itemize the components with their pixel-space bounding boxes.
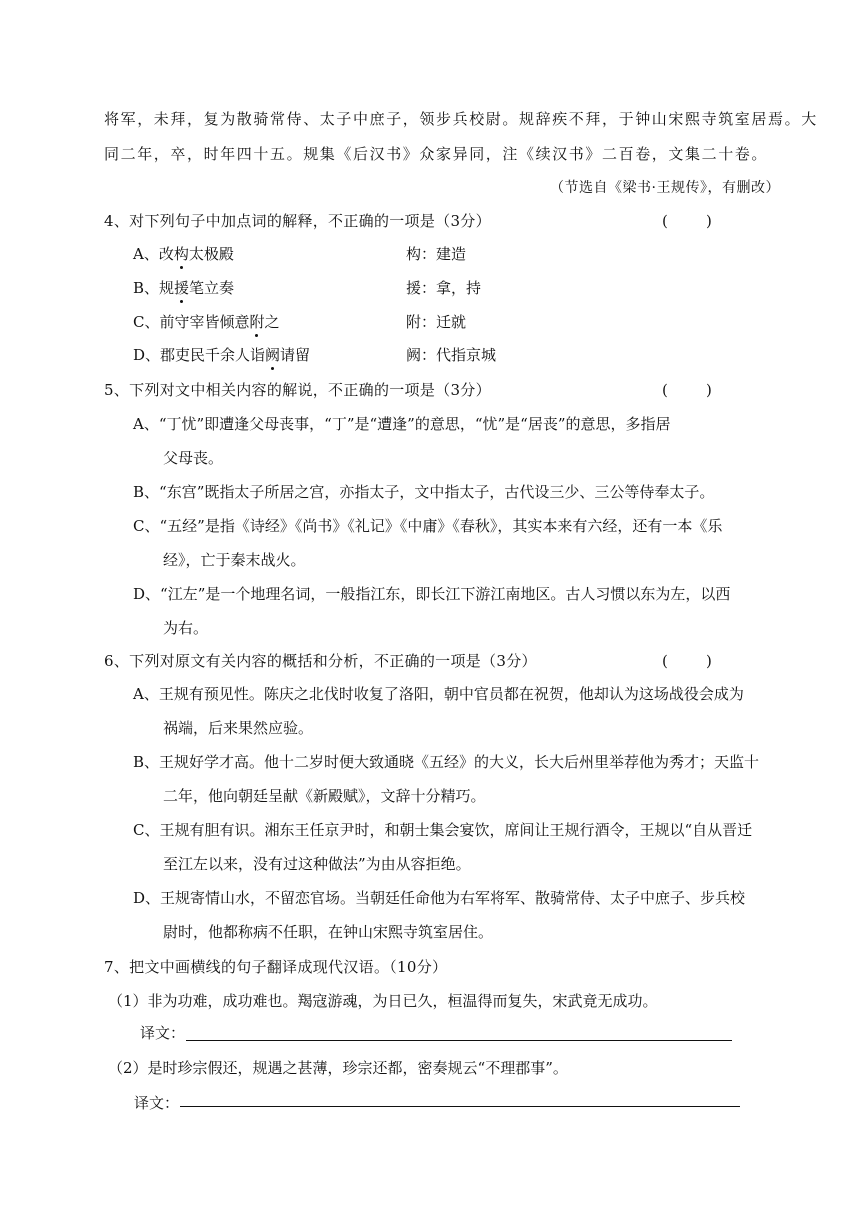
translation-blank-1[interactable] bbox=[186, 1040, 732, 1041]
q5-option-b: B、“东宫”既指太子所居之宫，亦指太子，文中指太子，古代设三少、三公等侍奉太子。 bbox=[133, 483, 715, 501]
option-text: C、前守宰皆倾意 bbox=[133, 313, 250, 331]
q5-option-d-cont: 为右。 bbox=[163, 619, 209, 637]
passage-source: （节选自《梁书·王规传》，有删改） bbox=[550, 180, 780, 196]
q6-option-d: D、王规寄情山水，不留恋官场。当朝廷任命他为右军将军、散骑常侍、太子中庶子、步兵校 bbox=[133, 889, 746, 907]
q5-option-c-cont: 经》，亡于秦末战火。 bbox=[163, 551, 306, 569]
q5-option-a: A、“丁忧”即遭逢父母丧事，“丁”是“遭逢”的意思，“忧”是“居丧”的意思，多指居 bbox=[133, 415, 671, 433]
q5-option-c: C、“五经”是指《诗经》《尚书》《礼记》《中庸》《春秋》，其实本来有六经，还有一本《乐 bbox=[133, 517, 723, 535]
q5-option-d: D、“江左”是一个地理名词，一般指江东，即长江下游江南地区。古人习惯以东为左，以西 bbox=[133, 585, 731, 603]
option-text: B、规 bbox=[133, 279, 175, 297]
question-5-stem: 5、下列对文中相关内容的解说，不正确的一项是（3分） bbox=[104, 381, 491, 399]
answer-bracket: ( ) bbox=[662, 212, 712, 230]
question-6-stem: 6、下列对原文有关内容的概括和分析，不正确的一项是（3分） bbox=[104, 652, 537, 670]
dotted-word: 阙 bbox=[265, 346, 281, 364]
question-7-stem: 7、把文中画横线的句子翻译成现代汉语。（10分） bbox=[104, 958, 448, 976]
q6-option-a-cont: 祸端，后来果然应验。 bbox=[163, 719, 314, 737]
q4-option-c bbox=[133, 312, 280, 332]
passage-line: 将军，未拜，复为散骑常侍、太子中庶子，领步兵校尉。规辞疾不拜，于钟山宋熙寺筑室居焉。大 bbox=[104, 110, 818, 128]
translation-blank-2[interactable] bbox=[180, 1106, 740, 1107]
option-text: 之 bbox=[264, 313, 280, 331]
q7-sentence-2: （2）是时珍宗假还，规遇之甚薄，珍宗还都，密奏规云“不理郡事”。 bbox=[108, 1059, 568, 1077]
q4-option-b-gloss: 援：拿，持 bbox=[406, 279, 482, 297]
q4-option-d-gloss: 阙：代指京城 bbox=[406, 346, 497, 364]
answer-bracket: ( ) bbox=[662, 652, 712, 670]
q6-option-b: B、王规好学才高。他十二岁时便大致通晓《五经》的大义，长大后州里举荐他为秀才；天监十 bbox=[133, 753, 760, 771]
q4-option-b bbox=[133, 278, 234, 298]
q4-option-d bbox=[133, 345, 310, 365]
q4-option-a bbox=[133, 244, 234, 264]
option-text: 太极殿 bbox=[188, 245, 234, 263]
q7-sentence-1: （1）非为功难，成功难也。羯寇游魂，为日已久，桓温得而复失，宋武竟无成功。 bbox=[108, 992, 658, 1010]
translation-label: 译文： bbox=[134, 1094, 180, 1112]
q5-option-a-cont: 父母丧。 bbox=[163, 449, 224, 467]
q6-option-d-cont: 尉时，他都称病不任职，在钟山宋熙寺筑室居住。 bbox=[163, 923, 494, 941]
q4-option-c-gloss: 附：迁就 bbox=[406, 313, 467, 331]
option-text: 笔立奏 bbox=[189, 279, 235, 297]
option-text: A、改 bbox=[133, 245, 174, 263]
q6-option-c-cont: 至江左以来，没有过这种做法”为由从容拒绝。 bbox=[163, 855, 471, 873]
option-text: D、郡吏民千余人诣 bbox=[133, 346, 266, 364]
dotted-word: 附 bbox=[249, 313, 265, 331]
dotted-word: 构 bbox=[173, 245, 189, 263]
passage-line: 同二年，卒，时年四十五。规集《后汉书》众家异同，注《续汉书》二百卷，文集二十卷。 bbox=[104, 145, 769, 163]
q4-option-a-gloss: 构：建造 bbox=[406, 245, 467, 263]
dotted-word: 援 bbox=[174, 279, 190, 297]
q6-option-a: A、王规有预见性。陈庆之北伐时收复了洛阳，朝中官员都在祝贺，他却认为这场战役会成为 bbox=[133, 685, 744, 703]
option-text: 请留 bbox=[280, 346, 311, 364]
q6-option-c: C、王规有胆有识。湘东王任京尹时，和朝士集会宴饮，席间让王规行酒令，王规以“自从晋迁 bbox=[133, 821, 753, 839]
translation-label: 译文： bbox=[140, 1024, 186, 1042]
q6-option-b-cont: 二年，他向朝廷呈献《新殿赋》，文辞十分精巧。 bbox=[163, 787, 486, 805]
answer-bracket: ( ) bbox=[662, 381, 712, 399]
question-4-stem: 4、对下列句子中加点词的解释，不正确的一项是（3分） bbox=[104, 212, 491, 230]
